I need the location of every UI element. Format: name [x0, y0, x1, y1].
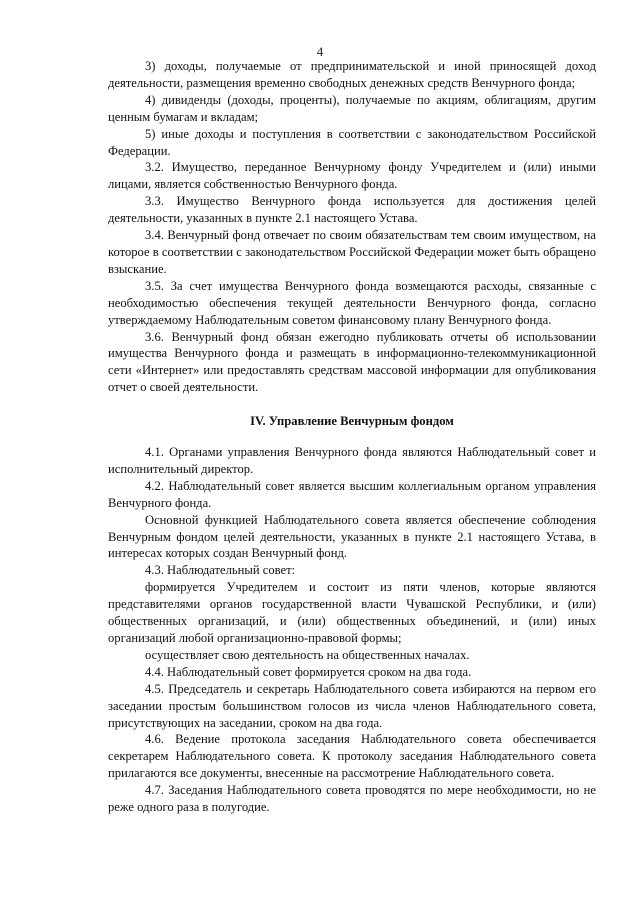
paragraph-income-3: 3) доходы, получаемые от предпринимательской и иной приносящей доход деятельности, размещения временно свободных денежных средств Венчурного фонда;: [108, 59, 596, 90]
section-heading: IV. Управление Венчурным фондом: [250, 414, 454, 429]
paragraph-4-5: 4.5. Председатель и секретарь Наблюдательного совета избираются на первом его заседании простым большинством голосов из числа членов Наблюдательного совета, присутствующих на заседании, сроком на два года.: [108, 681, 596, 730]
paragraph-main-function: Основной функцией Наблюдательного совета является обеспечение соблюдения Венчурным фондом целей деятельности, указанных в пункте 2.1 настоящего Устава, в интересах которых создан Венчурный фонд.: [108, 512, 596, 561]
document-body: [108, 58, 596, 816]
paragraph-formation: формируется Учредителем и состоит из пяти членов, которые являются представителями органов государственной власти Чувашской Республики, и (или) общественных организаций, и (или) общественных объединений, и (или) иных организаций любой организационно-правовой формы;: [108, 580, 596, 645]
paragraph-4-1: 4.1. Органами управления Венчурного фонда являются Наблюдательный совет и исполнительный директор.: [108, 445, 596, 476]
paragraph-3-5: 3.5. За счет имущества Венчурного фонда возмещаются расходы, связанные с необходимостью обеспечения текущей деятельности Венчурного фонда, согласно утверждаемому Наблюдательным советом финансовому плану Венчурного фонда.: [108, 278, 596, 327]
paragraph-public-basis: осуществляет свою деятельность на общественных началах.: [145, 647, 470, 662]
paragraph-income-5: 5) иные доходы и поступления в соответствии с законодательством Российской Федерации.: [108, 126, 596, 158]
paragraph-4-7: 4.7. Заседания Наблюдательного совета проводятся по мере необходимости, но не реже одного раза в полугодие.: [108, 783, 596, 815]
paragraph-4-2: 4.2. Наблюдательный совет является высшим коллегиальным органом управления Венчурного фонда.: [108, 478, 596, 510]
paragraph-3-4: 3.4. Венчурный фонд отвечает по своим обязательствам тем своим имуществом, на которое в соответствии с законодательством Российской Федерации может быть обращено взыскание.: [108, 228, 596, 276]
paragraph-4-3: 4.3. Наблюдательный совет:: [145, 563, 296, 578]
paragraph-3-6: 3.6. Венчурный фонд обязан ежегодно публиковать отчеты об использовании имущества Венчурного фонда и размещать в информационно-телекоммуникационной сети «Интернет» или предоставлять средствам массовой информации для опубликования отчет о своей деятельности.: [108, 329, 596, 395]
paragraph-income-4: 4) дивиденды (доходы, проценты), получаемые по акциям, облигациям, другим ценным бумагам и вкладам;: [108, 92, 596, 124]
paragraph-4-6: 4.6. Ведение протокола заседания Наблюдательного совета обеспечивается секретарем Наблюдательного совета. К протоколу заседания Наблюдательного совета прилагаются все документы, внесенные на рассмотрение Наблюдательного совета.: [108, 732, 596, 781]
paragraph-4-4: 4.4. Наблюдательный совет формируется сроком на два года.: [145, 664, 472, 679]
page-number: 4: [316, 44, 324, 59]
paragraph-3-3: 3.3. Имущество Венчурного фонда используется для достижения целей деятельности, указанных в пункте 2.1 настоящего Устава.: [108, 194, 596, 226]
paragraph-3-2: 3.2. Имущество, переданное Венчурному фонду Учредителем и (или) иными лицами, является собственностью Венчурного фонда.: [108, 160, 596, 192]
